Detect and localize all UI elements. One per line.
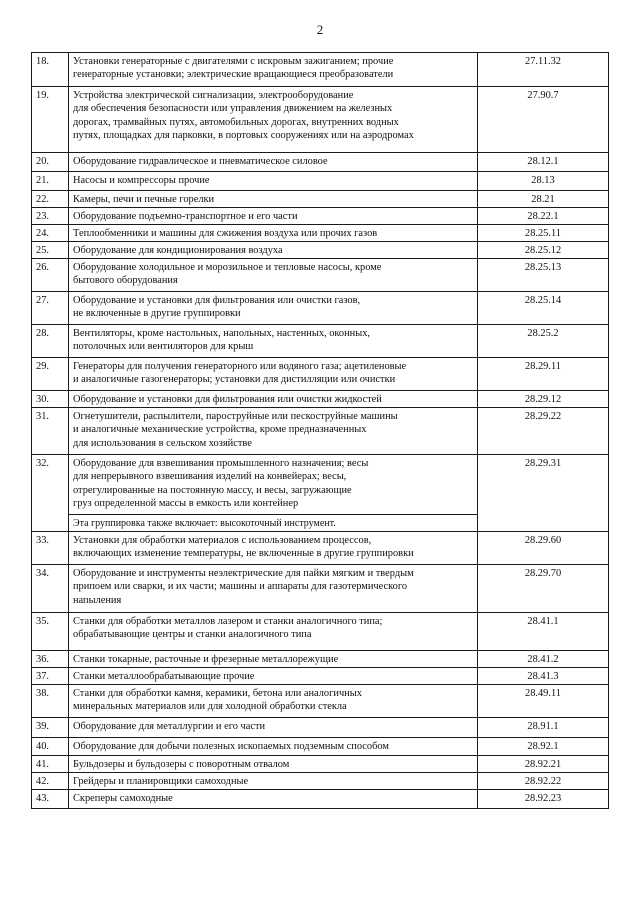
- description-line: обрабатывающие центры и станки аналогичного типа: [73, 629, 312, 641]
- row-number: 26.: [32, 259, 69, 292]
- row-description: [69, 153, 478, 172]
- description-line: Оборудование и инструменты неэлектрические для пайки мягким и твердым: [73, 568, 414, 579]
- description-line: Оборудование подъемно-транспортное и его части: [73, 211, 298, 222]
- table-row: [32, 613, 609, 651]
- description-line: Генераторы для получения генераторного или водяного газа; ацетиленовые: [73, 361, 407, 372]
- description-line: Насосы и компрессоры прочие: [73, 175, 210, 186]
- row-code: 28.91.1: [478, 718, 609, 738]
- table-row: [32, 738, 609, 756]
- description-line: Скреперы самоходные: [73, 793, 173, 804]
- description-line: и аналогичные газогенераторы; установки для дистилляции или очистки: [73, 374, 396, 386]
- table-row: [32, 391, 609, 408]
- row-number: 32.: [32, 455, 69, 532]
- table-row: [32, 292, 609, 325]
- description-line: Камеры, печи и печные горелки: [73, 194, 215, 205]
- row-description: [69, 242, 478, 259]
- row-code: 28.25.11: [478, 225, 609, 242]
- row-description: [69, 53, 478, 87]
- description-line: Устройства электрической сигнализации, электрооборудование: [73, 90, 354, 101]
- row-description: [69, 358, 478, 391]
- description-line: груз определенной массы в емкость или контейнер: [73, 497, 299, 509]
- table-row: [32, 773, 609, 790]
- description-line: потолочных или вентиляторов для крыш: [73, 341, 254, 353]
- row-number: 37.: [32, 668, 69, 685]
- row-description: [69, 391, 478, 408]
- table-row: [32, 87, 609, 153]
- description-line: Теплообменники и машины для сжижения воздуха или прочих газов: [73, 228, 378, 239]
- description-line: отрегулированные на постоянную массу, и весы, загружающие: [73, 484, 352, 496]
- row-number: 28.: [32, 325, 69, 358]
- row-number: 25.: [32, 242, 69, 259]
- equipment-table: [31, 52, 609, 809]
- table-row: [32, 651, 609, 668]
- table-row: [32, 225, 609, 242]
- row-number: 22.: [32, 191, 69, 208]
- row-code: 27.90.7: [478, 87, 609, 153]
- table-row: [32, 668, 609, 685]
- row-number: 40.: [32, 738, 69, 756]
- table-row: [32, 685, 609, 718]
- note-text: Эта группировка также включает: высокоточный инструмент.: [73, 518, 336, 529]
- row-code: 28.92.21: [478, 756, 609, 773]
- row-number: 20.: [32, 153, 69, 172]
- description-line: Оборудование для кондиционирования воздуха: [73, 245, 283, 256]
- table-row: [32, 532, 609, 565]
- description-line: путях, площадках для парковки, в портовых сооружениях или на аэродромах: [73, 129, 414, 141]
- row-code: 27.11.32: [478, 53, 609, 87]
- row-code: 28.29.70: [478, 565, 609, 613]
- row-code: 28.92.1: [478, 738, 609, 756]
- row-description: [69, 259, 478, 292]
- row-code: 28.41.3: [478, 668, 609, 685]
- row-number: 27.: [32, 292, 69, 325]
- row-number: 43.: [32, 790, 69, 809]
- description-line: Станки металлообрабатывающие прочие: [73, 671, 255, 682]
- description-line: Оборудование для взвешивания промышленного назначения; весы: [73, 458, 369, 469]
- description-line: генераторные установки; электрические вращающиеся преобразователи: [73, 69, 394, 81]
- table-row: [32, 259, 609, 292]
- row-code: 28.41.1: [478, 613, 609, 651]
- table-row: [32, 358, 609, 391]
- description-line: Установки генераторные с двигателями с искровым зажиганием; прочие: [73, 56, 394, 67]
- row-number: 19.: [32, 87, 69, 153]
- row-description: [69, 455, 478, 515]
- row-code: 28.29.60: [478, 532, 609, 565]
- row-number: 30.: [32, 391, 69, 408]
- table-row: [32, 455, 609, 515]
- row-number: 33.: [32, 532, 69, 565]
- description-line: Оборудование гидравлическое и пневматическое силовое: [73, 156, 328, 167]
- table-row: [32, 565, 609, 613]
- row-number: 31.: [32, 408, 69, 455]
- description-line: Оборудование для добычи полезных ископаемых подземным способом: [73, 741, 389, 752]
- table-row: [32, 756, 609, 773]
- description-line: Станки токарные, расточные и фрезерные металлорежущие: [73, 654, 339, 665]
- description-line: минеральных материалов или для холодной обработки стекла: [73, 701, 347, 713]
- description-line: Оборудование для металлургии и его части: [73, 721, 266, 732]
- description-line: бытового оборудования: [73, 275, 178, 287]
- description-line: Оборудование холодильное и морозильное и тепловые насосы, кроме: [73, 262, 382, 273]
- table-row: [32, 53, 609, 87]
- row-description: [69, 292, 478, 325]
- table-row: [32, 790, 609, 809]
- row-description: [69, 87, 478, 153]
- row-code: 28.49.11: [478, 685, 609, 718]
- description-line: Оборудование и установки для фильтрования или очистки газов,: [73, 295, 361, 306]
- row-description: [69, 565, 478, 613]
- description-line: напыления: [73, 594, 122, 606]
- row-code: 28.92.22: [478, 773, 609, 790]
- description-line: Станки для обработки камня, керамики, бетона или аналогичных: [73, 688, 362, 699]
- row-number: 35.: [32, 613, 69, 651]
- description-line: Бульдозеры и бульдозеры с поворотным отвалом: [73, 759, 290, 770]
- row-description: [69, 325, 478, 358]
- table-row: [32, 172, 609, 191]
- row-description: [69, 773, 478, 790]
- row-description: [69, 668, 478, 685]
- row-description: [69, 191, 478, 208]
- description-line: Оборудование и установки для фильтрования или очистки жидкостей: [73, 394, 382, 405]
- row-code: 28.29.22: [478, 408, 609, 455]
- row-number: 18.: [32, 53, 69, 87]
- row-number: 42.: [32, 773, 69, 790]
- table-row: [32, 325, 609, 358]
- table-row: [32, 208, 609, 225]
- row-code: 28.29.12: [478, 391, 609, 408]
- row-number: 36.: [32, 651, 69, 668]
- row-number: 29.: [32, 358, 69, 391]
- row-note: [69, 515, 478, 532]
- row-code: 28.21: [478, 191, 609, 208]
- table-body: [32, 53, 609, 809]
- row-code: 28.41.2: [478, 651, 609, 668]
- description-line: Грейдеры и планировщики самоходные: [73, 776, 249, 787]
- row-number: 21.: [32, 172, 69, 191]
- row-description: [69, 756, 478, 773]
- description-line: для обеспечения безопасности или управления движением на железных: [73, 103, 393, 115]
- row-number: 41.: [32, 756, 69, 773]
- table-row: [32, 718, 609, 738]
- row-number: 38.: [32, 685, 69, 718]
- page-number: 2: [316, 22, 324, 37]
- description-line: для использования в сельском хозяйстве: [73, 437, 252, 449]
- row-code: 28.13: [478, 172, 609, 191]
- row-code: 28.22.1: [478, 208, 609, 225]
- row-description: [69, 790, 478, 809]
- row-description: [69, 172, 478, 191]
- description-line: Огнетушители, распылители, пароструйные или пескоструйные машины: [73, 411, 398, 422]
- description-line: не включенные в другие группировки: [73, 308, 241, 320]
- row-number: 34.: [32, 565, 69, 613]
- row-description: [69, 718, 478, 738]
- description-line: для непрерывного взвешивания изделий на конвейерах; весы,: [73, 471, 347, 483]
- row-description: [69, 408, 478, 455]
- description-line: Вентиляторы, кроме настольных, напольных, настенных, оконных,: [73, 328, 371, 339]
- row-description: [69, 613, 478, 651]
- row-description: [69, 532, 478, 565]
- row-code: 28.25.13: [478, 259, 609, 292]
- row-number: 23.: [32, 208, 69, 225]
- table-row: [32, 242, 609, 259]
- row-code: 28.92.23: [478, 790, 609, 809]
- row-code: 28.29.11: [478, 358, 609, 391]
- description-line: и аналогичные механические устройства, кроме предназначенных: [73, 424, 367, 436]
- table-row: [32, 191, 609, 208]
- row-description: [69, 738, 478, 756]
- row-description: [69, 651, 478, 668]
- row-description: [69, 208, 478, 225]
- table-row: [32, 153, 609, 172]
- table-row: [32, 408, 609, 455]
- row-code: 28.12.1: [478, 153, 609, 172]
- description-line: включающих изменение температуры, не включенные в другие группировки: [73, 548, 414, 560]
- row-description: [69, 685, 478, 718]
- description-line: Станки для обработки металлов лазером и станки аналогичного типа;: [73, 616, 383, 627]
- row-number: 24.: [32, 225, 69, 242]
- row-number: 39.: [32, 718, 69, 738]
- row-code: 28.25.12: [478, 242, 609, 259]
- row-code: 28.25.14: [478, 292, 609, 325]
- description-line: припоем или сварки, и их части; машины и аппараты для газотермического: [73, 581, 408, 593]
- row-code: 28.29.31: [478, 455, 609, 532]
- description-line: Установки для обработки материалов с использованием процессов,: [73, 535, 372, 546]
- row-code: 28.25.2: [478, 325, 609, 358]
- row-description: [69, 225, 478, 242]
- description-line: дорогах, трамвайных путях, автомобильных дорогах, внутренних водных: [73, 116, 399, 128]
